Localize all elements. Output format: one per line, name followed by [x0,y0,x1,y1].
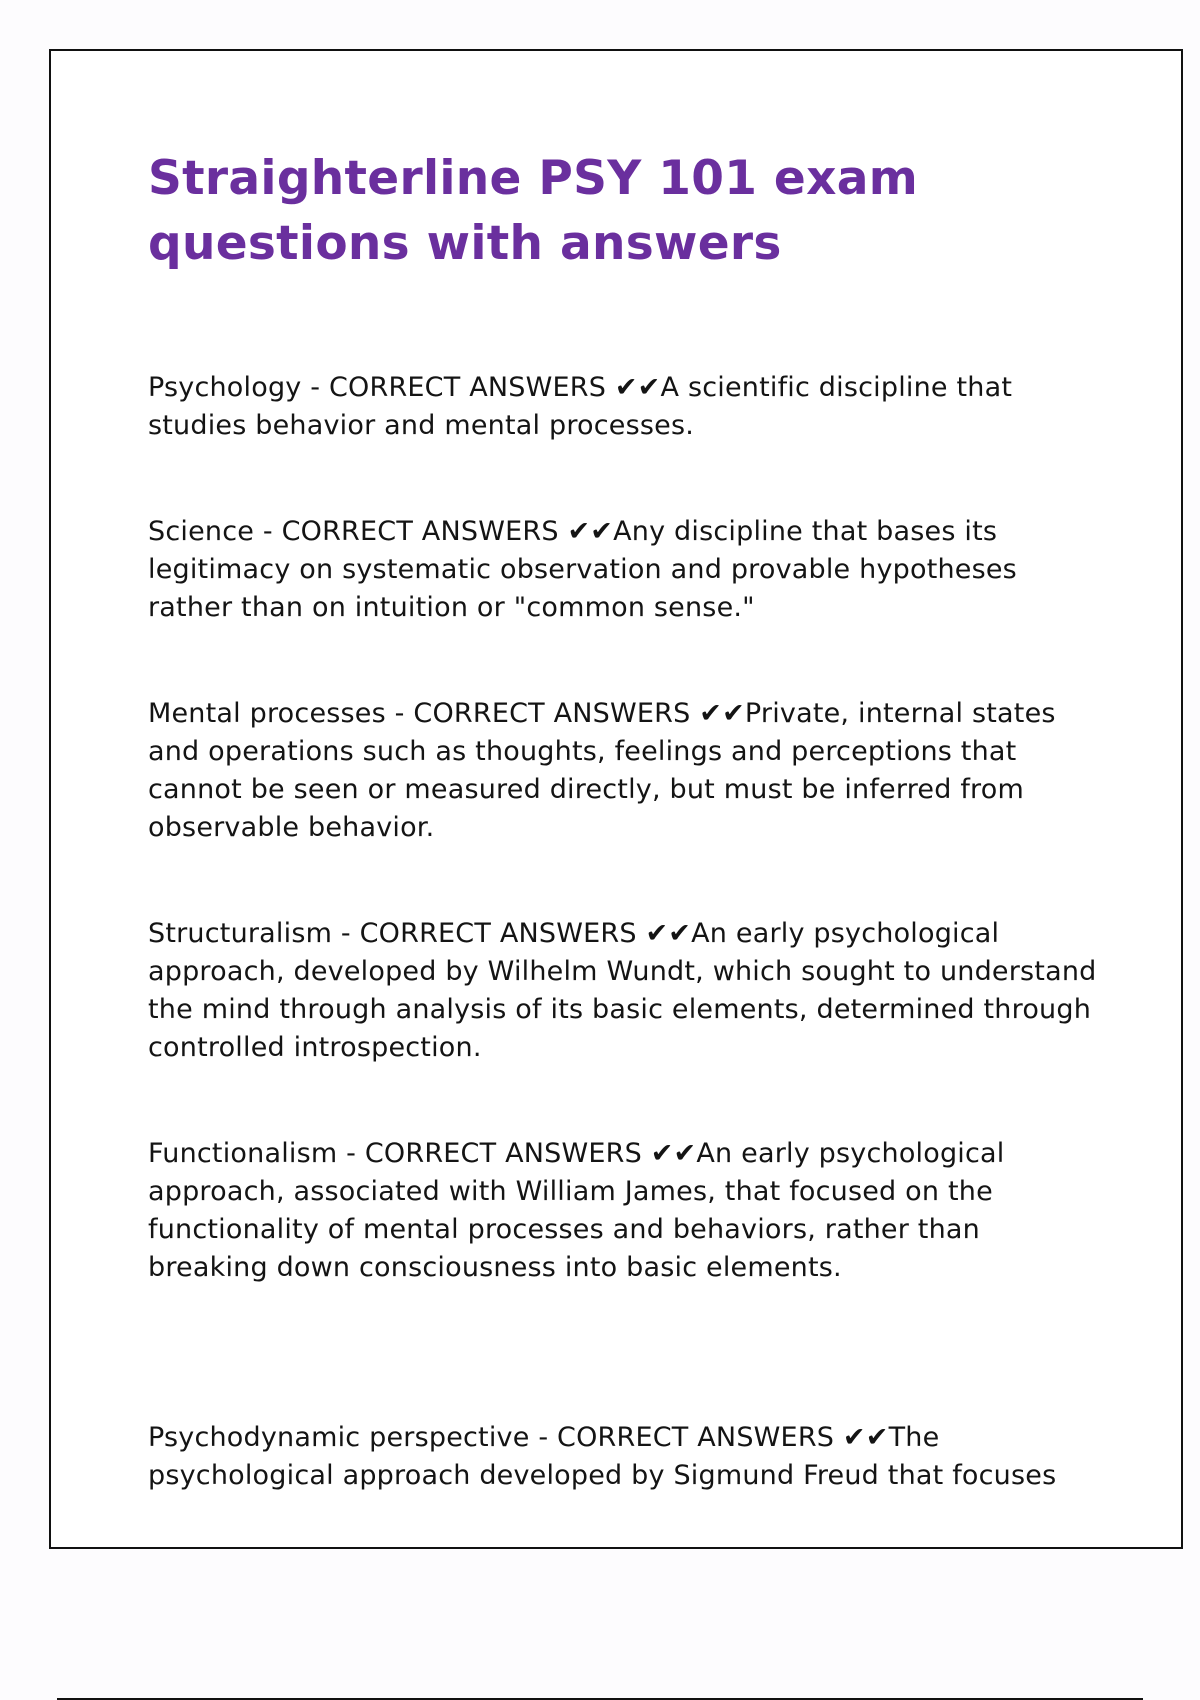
definition: Any discipline that bases its legitimacy on systematic observation and provable hypotheses rather than on intuition or "common sense." [148,516,1017,623]
term: Functionalism [148,1138,338,1169]
answer-marker: CORRECT ANSWERS ✔✔ [557,1422,889,1453]
definition: An early psychological approach, associated with William James, that focused on the functionality of mental processes and behaviors, rather than breaking down consciousness into basic elements. [148,1138,1005,1283]
qa-entry-science: Science - CORRECT ANSWERS ✔✔Any discipline that bases its legitimacy on systematic observation and provable hypotheses rather than on intuition or "common sense." [148,516,1017,623]
term: Psychology [148,372,302,403]
definition: An early psychological approach, developed by Wilhelm Wundt, which sought to understand the mind through analysis of its basic elements, determined through controlled introspection. [148,918,1097,1063]
answer-marker: CORRECT ANSWERS ✔✔ [328,372,661,403]
qa-entry-structuralism: Structuralism - CORRECT ANSWERS ✔✔An early psychological approach, developed by Wilhelm Wundt, which sought to understand the mind through analysis of its basic elements, determined through controlled introspection. [148,918,1097,1063]
qa-entry-psychology: Psychology - CORRECT ANSWERS ✔✔A scientific discipline that studies behavior and mental processes. [148,372,1013,441]
answer-marker: CORRECT ANSWERS ✔✔ [364,1138,697,1169]
answer-marker: CORRECT ANSWERS ✔✔ [413,698,745,729]
qa-list [148,369,1108,1491]
definition: A scientific discipline that studies behavior and mental processes. [148,372,1013,441]
answer-marker: CORRECT ANSWERS ✔✔ [281,516,614,547]
qa-entry-functionalism: Functionalism - CORRECT ANSWERS ✔✔An early psychological approach, associated with William James, that focused on the functionality of mental processes and behaviors, rather than breaking down consciousness into basic elements. [148,1138,1005,1283]
definition: Private, internal states and operations such as thoughts, feelings and perceptions that cannot be seen or measured directly, but must be inferred from observable behavior. [148,698,1056,843]
definition: The psychological approach developed by Sigmund Freud that focuses [148,1422,1057,1491]
document-page [49,49,1183,1549]
answer-marker: CORRECT ANSWERS ✔✔ [359,918,692,949]
qa-entry-psychodynamic-perspective: Psychodynamic perspective - CORRECT ANSWERS ✔✔The psychological approach developed by Sigmund Freud that focuses [148,1422,1057,1491]
term: Mental processes [148,698,386,729]
qa-entry-mental-processes: Mental processes - CORRECT ANSWERS ✔✔Private, internal states and operations such as thoughts, feelings and perceptions that cannot be seen or measured directly, but must be inferred from observable behavior. [148,698,1056,843]
document-title: Straighterline PSY 101 exam questions with answers [148,151,919,271]
term: Psychodynamic perspective [148,1422,530,1453]
term: Science [148,516,255,547]
term: Structuralism [148,918,333,949]
